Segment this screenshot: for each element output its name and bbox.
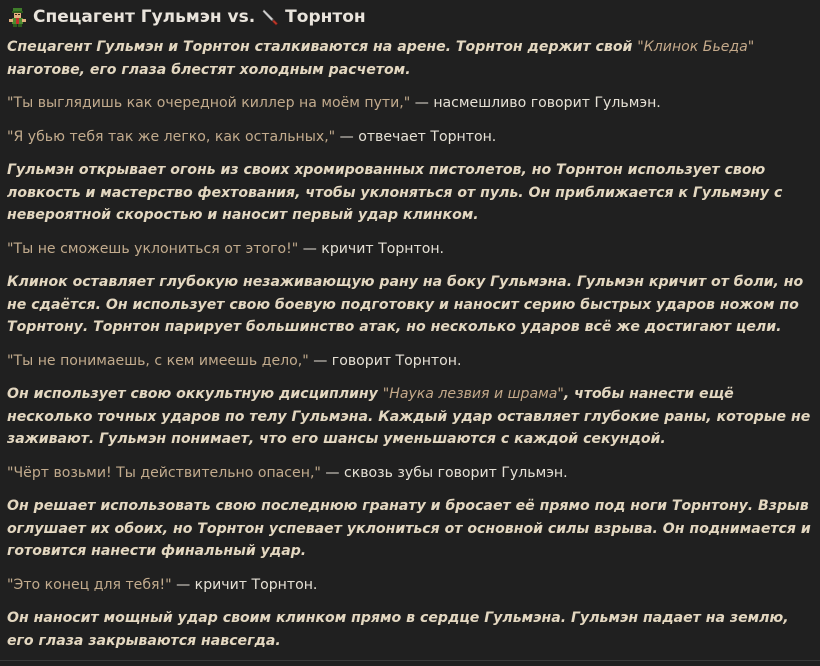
divider <box>0 660 820 661</box>
narration-paragraph: Спецагент Гульмэн и Торнтон сталкиваются на арене. Торнтон держит свой "Клинок Бьеда" наготове, его глаза блестят холодным расчетом. <box>7 39 755 78</box>
soldier-agent-icon <box>7 7 27 27</box>
dialogue-quote: "Я убью тебя так же легко, как остальных," <box>7 128 336 145</box>
narration-paragraph: Клинок оставляет глубокую незаживающую рану на боку Гульмэна. Гульмэн кричит от боли, но не сдаётся. Он использует свою боевую подготовку и наносит серию быстрых ударов ножом по Торнтону. Торнтон парирует большинство атак, но несколько ударов всё же достигают цели. <box>7 274 804 335</box>
dialogue-line: "Я убью тебя так же легко, как остальных," — отвечает Торнтон. <box>7 128 497 145</box>
discipline-name: "Наука лезвия и шрама" <box>382 386 564 402</box>
title-right: Торнтон <box>285 7 366 27</box>
title-row <box>7 4 812 30</box>
dialogue-quote: "Это конец для тебя!" <box>7 576 172 593</box>
dialogue-line: "Ты выглядишь как очередной киллер на моём пути," — насмешливо говорит Гульмэн. <box>7 95 661 111</box>
dialogue-quote: "Чёрт возьми! Ты действительно опасен," <box>7 464 321 481</box>
item-name: "Клинок Бьеда" <box>637 39 755 55</box>
dialogue-line: "Ты не сможешь уклониться от этого!" — кричит Торнтон. <box>7 240 445 257</box>
dialogue-line: "Это конец для тебя!" — кричит Торнтон. <box>7 576 318 593</box>
dialogue-quote: "Ты выглядишь как очередной киллер на моём пути," <box>7 95 411 111</box>
story-body <box>7 36 812 652</box>
narration-paragraph: Он наносит мощный удар своим клинком прямо в сердце Гульмэна. Гульмэн падает на землю, его глаза закрываются навсегда. <box>7 610 789 649</box>
narration-paragraph: Он использует свою оккультную дисциплину "Наука лезвия и шрама", чтобы нанести ещё несколько точных ударов по телу Гульмэна. Каждый удар оставляет глубокие раны, которые не заживают. Гульмэн понимает, что его шансы уменьшаются с каждой секундой. <box>7 386 811 447</box>
narration-paragraph: Гульмэн открывает огонь из своих хромированных пистолетов, но Торнтон использует свою ловкость и мастерство фехтования, чтобы уклоняться от пуль. Он приближается к Гульмэну с невероятной скоростью и наносит первый удар клинком. <box>7 162 783 223</box>
narration-paragraph: Он решает использовать свою последнюю гранату и бросает её прямо под ноги Торнтону. Взрыв оглушает их обоих, но Торнтон успевает уклониться от основной силы взрыва. Он поднимается и готовится нанести финальный удар. <box>7 498 811 559</box>
dialogue-line: "Чёрт возьми! Ты действительно опасен," — сквозь зубы говорит Гульмэн. <box>7 464 568 481</box>
knife-icon <box>261 8 279 26</box>
title-left: Спецагент Гульмэн vs. <box>33 7 256 27</box>
dialogue-quote: "Ты не понимаешь, с кем имеешь дело," <box>7 352 309 369</box>
battle-title <box>7 7 366 27</box>
dialogue-line: "Ты не понимаешь, с кем имеешь дело," — говорит Торнтон. <box>7 352 462 369</box>
dialogue-quote: "Ты не сможешь уклониться от этого!" <box>7 240 299 257</box>
